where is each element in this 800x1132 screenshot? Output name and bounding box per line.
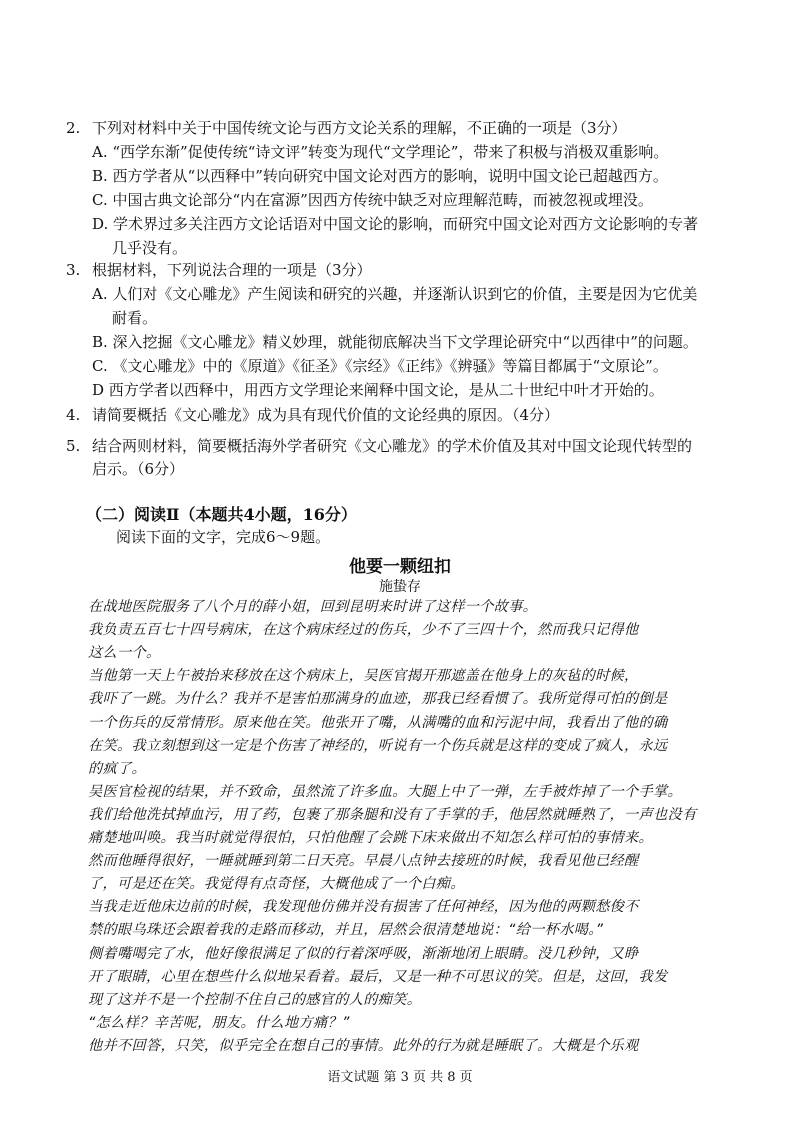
question-3-option-d: D 西方学者以西释中，用西方文学理论来阐释中国文论，是从二十世纪中叶才开始的。 [92, 381, 664, 399]
story-line: 侧着嘴喝完了水，他好像很满足了似的行着深呼吸，渐渐地闭上眼睛。没几秒钟，又睁 [88, 945, 639, 962]
story-line: 我吓了一跳。为什么？我并不是害怕那满身的血迹，那我已经看惯了。我所觉得可怕的倒是 [88, 691, 668, 708]
question-5-stem-continued: 启示。（6分） [92, 460, 185, 478]
question-2-stem: 下列对材料中关于中国传统文论与西方文论关系的理解，不正确的一项是（3分） [92, 119, 627, 137]
question-5-number: 5. [66, 437, 81, 455]
question-2-option-d-continued: 几乎没有。 [112, 239, 188, 257]
question-2-option-c: C. 中国古典文论部分“内在富源”因西方传统中缺乏对应理解范畴，而被忽视或埋没。 [92, 191, 653, 209]
question-3-option-a: A. 人们对《文心雕龙》产生阅读和研究的兴趣，并逐渐认识到它的价值，主要是因为它优美 [92, 285, 698, 303]
question-2-option-a: A. “西学东渐”促使传统“诗文评”转变为现代“文学理论”，带来了积极与消极双重影响。 [92, 143, 669, 161]
story-author: 施蛰存 [379, 579, 421, 595]
story-line: 开了眼睛，心里在想些什么似地呆看着。最后，又是一种不可思议的笑。但是，这回，我发 [88, 968, 668, 985]
question-3-option-c: C. 《文心雕龙》中的《原道》《征圣》《宗经》《正纬》《辨骚》等篇目都属于“文原论”。 [92, 357, 668, 375]
question-3-option-b: B. 深入挖掘《文心雕龙》精义妙理，就能彻底解决当下文学理论研究中“以西律中”的问题。 [92, 333, 698, 351]
question-4-stem: 请简要概括《文心雕龙》成为具有现代价值的文论经典的原因。（4分） [92, 406, 560, 424]
question-3-number: 3. [66, 261, 81, 279]
story-line: 我负责五百七十四号病床，在这个病床经过的伤兵，少不了三四十个，然而我只记得他 [88, 622, 639, 639]
question-2-number: 2. [66, 119, 81, 137]
story-line: 了，可是还在笑。我觉得有点奇怪，大概他成了一个白痴。 [88, 876, 465, 893]
story-line: 我们给他洗拭掉血污，用了药，包裹了那条腿和没有了手掌的手，他居然就睡熟了，一声也没有 [88, 806, 697, 823]
story-line: 的疯了。 [88, 760, 146, 777]
story-line: 禁的眼乌珠还会跟着我的走路而移动，并且，居然会很清楚地说：“给一杯水喝。” [88, 922, 604, 939]
question-2-option-d: D. 学术界过多关注西方文论话语对中国文论的影响，而研究中国文论对西方文论影响的专著 [92, 215, 699, 233]
story-title: 他要一颗纽扣 [349, 557, 451, 577]
story-line: 然而他睡得很好，一睡就睡到第二日天亮。早晨八点钟去接班的时候，我看见他已经醒 [88, 853, 639, 870]
story-line: 在笑。我立刻想到这一定是个伤害了神经的，听说有一个伤兵就是这样的变成了疯人，永远 [88, 737, 668, 754]
story-line: 现了这并不是一个控制不住自己的感官的人的痴笑。 [88, 991, 422, 1008]
question-5-stem: 结合两则材料，简要概括海外学者研究《文心雕龙》的学术价值及其对中国文论现代转型的 [92, 437, 693, 455]
story-line: 吴医官检视的结果，并不致命，虽然流了许多血。大腿上中了一弹，左手被炸掉了一个手掌。 [88, 783, 682, 800]
story-line: “怎么样？辛苦呢，朋友。什么地方痛？” [88, 1014, 350, 1031]
question-3-option-a-continued: 耐看。 [112, 309, 158, 327]
story-line: 这么一个。 [88, 645, 161, 662]
story-line: 痛楚地叫唤。我当时就觉得很怕，只怕他醒了会跳下床来做出不知怎么样可怕的事情来。 [88, 830, 654, 846]
story-line: 当他第一天上午被抬来移放在这个病床上，吴医官揭开那遮盖在他身上的灰毡的时候， [88, 668, 639, 685]
section-instruction: 阅读下面的文字，完成6～9题。 [116, 528, 331, 546]
page-footer: 语文试题 第 3 页 共 8 页 [327, 1070, 473, 1085]
story-line: 在战地医院服务了八个月的薛小姐，回到昆明来时讲了这样一个故事。 [88, 599, 538, 615]
section-heading: （二）阅读Ⅱ（本题共4小题，16分） [86, 505, 357, 524]
question-3-stem: 根据材料，下列说法合理的一项是（3分） [92, 261, 372, 279]
story-line: 当我走近他床边前的时候，我发现他仿佛并没有损害了任何神经，因为他的两颗愁俊不 [88, 899, 639, 916]
story-line: 他并不回答，只笑，似乎完全在想自己的事情。此外的行为就是睡眠了。大概是个乐观 [88, 1037, 639, 1054]
question-4-number: 4. [66, 406, 81, 424]
story-line: 一个伤兵的反常情形。原来他在笑。他张开了嘴，从满嘴的血和污泥中间，我看出了他的确 [88, 714, 668, 731]
question-2-option-b: B. 西方学者从“以西释中”转向研究中国文论对西方的影响，说明中国文论已超越西方。 [92, 167, 668, 185]
